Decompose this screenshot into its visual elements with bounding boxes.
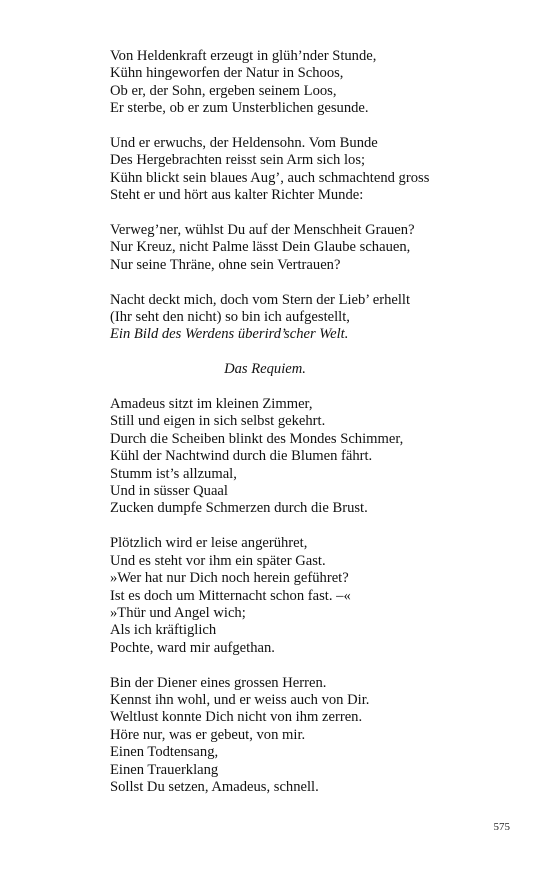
verse-line: Nacht deckt mich, doch vom Stern der Lieb’ erhellt bbox=[110, 291, 411, 308]
verse-line: Durch die Scheiben blinkt des Mondes Schimmer, bbox=[110, 430, 404, 447]
verse-line: »Wer hat nur Dich noch herein geführet? bbox=[110, 570, 349, 587]
page-number: 575 bbox=[493, 821, 510, 833]
verse-line: Des Hergebrachten reisst sein Arm sich los; bbox=[110, 152, 366, 169]
verse-line: »Thür und Angel wich; bbox=[110, 604, 246, 621]
verse-line: Einen Trauerklang bbox=[110, 761, 219, 778]
verse-line: Er sterbe, ob er zum Unsterblichen gesunde. bbox=[110, 100, 369, 117]
verse-line: (Ihr seht den nicht) so bin ich aufgestellt, bbox=[110, 309, 350, 326]
verse-line: Zucken dumpfe Schmerzen durch die Brust. bbox=[110, 500, 368, 517]
verse-line: Ist es doch um Mitternacht schon fast. –« bbox=[110, 587, 351, 604]
stanza-6 bbox=[110, 535, 470, 657]
poem-heading: Das Requiem. bbox=[224, 361, 306, 378]
stanza-2 bbox=[110, 135, 470, 205]
verse-line: Sollst Du setzen, Amadeus, schnell. bbox=[110, 778, 319, 795]
verse-line: Und in süsser Quaal bbox=[110, 483, 228, 500]
stanza-3 bbox=[110, 222, 470, 274]
verse-line-italic: Ein Bild des Werdens überird’scher Welt. bbox=[110, 326, 349, 343]
verse-line: Verweg’ner, wühlst Du auf der Menschheit Grauen? bbox=[110, 222, 415, 239]
poem-text bbox=[110, 48, 470, 814]
verse-line: Und es steht vor ihm ein später Gast. bbox=[110, 552, 326, 569]
verse-line: Amadeus sitzt im kleinen Zimmer, bbox=[110, 396, 313, 413]
verse-line: Einen Todtensang, bbox=[110, 744, 219, 761]
verse-line: Still und eigen in sich selbst gekehrt. bbox=[110, 413, 326, 430]
verse-line: Kühl der Nachtwind durch die Blumen fährt. bbox=[110, 448, 373, 465]
verse-line: Nur seine Thräne, ohne sein Vertrauen? bbox=[110, 256, 341, 273]
verse-line: Als ich kräftiglich bbox=[110, 622, 217, 639]
verse-line: Kühn blickt sein blaues Aug’, auch schmachtend gross bbox=[110, 169, 430, 186]
stanza-7 bbox=[110, 675, 470, 797]
verse-line: Kennst ihn wohl, und er weiss auch von Dir. bbox=[110, 691, 370, 708]
verse-line: Weltlust konnte Dich nicht von ihm zerren. bbox=[110, 709, 363, 726]
verse-line: Steht er und hört aus kalter Richter Munde: bbox=[110, 187, 364, 204]
verse-line: Und er erwuchs, der Heldensohn. Vom Bunde bbox=[110, 135, 378, 152]
verse-line: Nur Kreuz, nicht Palme lässt Dein Glaube schauen, bbox=[110, 239, 411, 256]
verse-line: Pochte, ward mir aufgethan. bbox=[110, 639, 275, 656]
verse-line: Plötzlich wird er leise angerühret, bbox=[110, 535, 308, 552]
verse-line: Bin der Diener eines grossen Herren. bbox=[110, 674, 327, 691]
stanza-4 bbox=[110, 292, 470, 344]
verse-line: Von Heldenkraft erzeugt in glüh’nder Stunde, bbox=[110, 48, 377, 64]
verse-line: Stumm ist’s allzumal, bbox=[110, 465, 237, 482]
verse-line: Ob er, der Sohn, ergeben seinem Loos, bbox=[110, 82, 337, 99]
verse-line: Höre nur, was er gebeut, von mir. bbox=[110, 726, 306, 743]
stanza-5 bbox=[110, 396, 470, 518]
stanza-1 bbox=[110, 48, 470, 118]
verse-line: Kühn hingeworfen der Natur in Schoos, bbox=[110, 65, 344, 82]
